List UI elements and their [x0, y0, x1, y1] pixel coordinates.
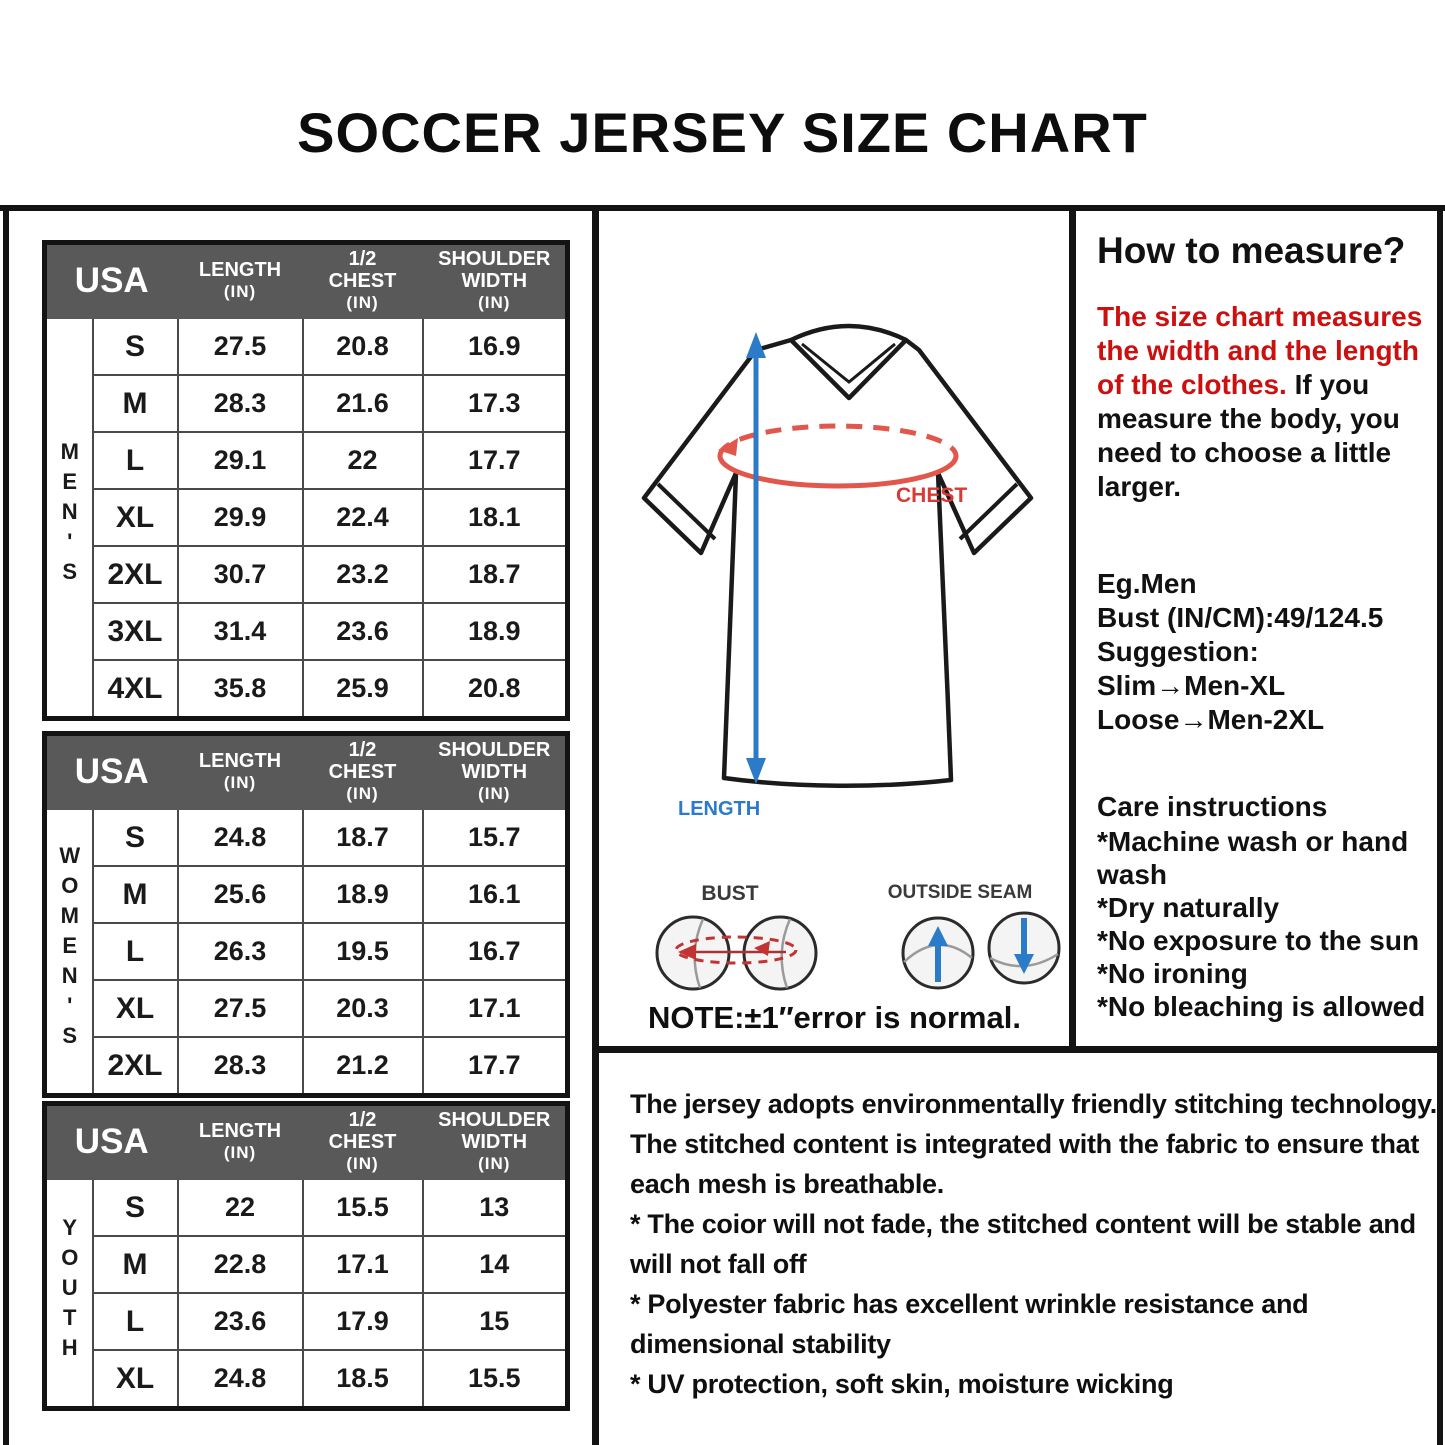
table-row: [45, 980, 568, 1037]
value-cell: 25.9: [303, 660, 423, 719]
table-row: [45, 603, 568, 660]
vertical-divider-left: [592, 205, 599, 1445]
size-cell: 4XL: [93, 660, 178, 719]
value-cell: 15.5: [303, 1179, 423, 1236]
header-shoulder-width: SHOULDER WIDTH (IN): [423, 243, 568, 319]
table-row: [45, 866, 568, 923]
jersey-measure-diagram: [606, 288, 1066, 848]
header-length: LENGTH (IN): [178, 243, 303, 319]
value-cell: 35.8: [178, 660, 303, 719]
value-cell: 19.5: [303, 923, 423, 980]
description-paragraph: The jersey adopts environmentally friendly stitching technology. The stitched content is integrated with the fabric to ensure that each mesh is breathable.: [630, 1089, 1437, 1199]
header-usa: USA: [45, 734, 178, 810]
group-label-youth: YOUTH: [45, 1179, 93, 1409]
table-row: [45, 489, 568, 546]
value-cell: 31.4: [178, 603, 303, 660]
value-cell: 22.4: [303, 489, 423, 546]
value-cell: 17.1: [303, 1236, 423, 1293]
value-cell: 28.3: [178, 375, 303, 432]
header-length: LENGTH (IN): [178, 734, 303, 810]
table-row: [45, 1236, 568, 1293]
table-row: [45, 923, 568, 980]
value-cell: 28.3: [178, 1037, 303, 1096]
value-cell: 25.6: [178, 866, 303, 923]
value-cell: 16.9: [423, 318, 568, 375]
care-item: *No ironing: [1097, 958, 1248, 989]
example-line: Suggestion:: [1097, 636, 1259, 667]
table-row: [45, 660, 568, 719]
size-cell: L: [93, 923, 178, 980]
description-paragraph: * Polyester fabric has excellent wrinkle resistance and dimensional stability: [630, 1289, 1309, 1359]
value-cell: 24.8: [178, 809, 303, 866]
value-cell: 22: [178, 1179, 303, 1236]
value-cell: 16.7: [423, 923, 568, 980]
size-cell: S: [93, 1179, 178, 1236]
value-cell: 18.9: [423, 603, 568, 660]
value-cell: 17.9: [303, 1293, 423, 1350]
size-cell: XL: [93, 489, 178, 546]
how-to-measure-heading: How to measure?: [1097, 230, 1406, 271]
value-cell: 22: [303, 432, 423, 489]
group-label-womens: WOMEN'S: [45, 809, 93, 1096]
care-item: *No exposure to the sun: [1097, 925, 1420, 956]
value-cell: 20.3: [303, 980, 423, 1037]
description-paragraph: * UV protection, soft skin, moisture wicking: [630, 1369, 1174, 1399]
size-cell: 2XL: [93, 1037, 178, 1096]
size-cell: S: [93, 318, 178, 375]
size-cell: XL: [93, 1350, 178, 1409]
header-length: LENGTH (IN): [178, 1104, 303, 1180]
care-item: *No bleaching is allowed: [1097, 991, 1426, 1022]
header-half-chest: 1/2 CHEST (IN): [303, 243, 423, 319]
table-row: [45, 318, 568, 375]
care-instructions: [1097, 790, 1442, 1023]
value-cell: 15: [423, 1293, 568, 1350]
header-usa: USA: [45, 1104, 178, 1180]
table-header: [45, 1104, 568, 1180]
how-to-measure-intro: [1097, 300, 1435, 504]
care-heading: Care instructions: [1097, 791, 1328, 822]
note-text: NOTE:±1″error is normal.: [648, 1000, 1021, 1035]
value-cell: 21.6: [303, 375, 423, 432]
jersey-outline: [644, 340, 1031, 786]
table-row: [45, 1037, 568, 1096]
header-shoulder-width: SHOULDER WIDTH (IN): [423, 1104, 568, 1180]
value-cell: 13: [423, 1179, 568, 1236]
table-header: [45, 734, 568, 810]
value-cell: 27.5: [178, 980, 303, 1037]
value-cell: 22.8: [178, 1236, 303, 1293]
care-item: *Machine wash or hand wash: [1097, 826, 1409, 890]
value-cell: 16.1: [423, 866, 568, 923]
value-cell: 18.5: [303, 1350, 423, 1409]
value-cell: 23.6: [178, 1293, 303, 1350]
size-cell: 3XL: [93, 603, 178, 660]
table-row: [45, 809, 568, 866]
header-half-chest: 1/2 CHEST (IN): [303, 734, 423, 810]
sizing-example: [1097, 567, 1383, 737]
measure-icons: [608, 878, 1068, 996]
size-cell: L: [93, 432, 178, 489]
example-line: Loose→Men-2XL: [1097, 704, 1325, 735]
table-row: [45, 1179, 568, 1236]
size-cell: XL: [93, 980, 178, 1037]
womens-size-table: [42, 731, 570, 1098]
youth-size-table: [42, 1101, 570, 1411]
header-shoulder-width: SHOULDER WIDTH (IN): [423, 734, 568, 810]
value-cell: 21.2: [303, 1037, 423, 1096]
mens-size-table: [42, 240, 570, 721]
group-label-mens: MEN'S: [45, 318, 93, 719]
example-line: Slim→Men-XL: [1097, 670, 1286, 701]
value-cell: 29.1: [178, 432, 303, 489]
table-header: [45, 243, 568, 319]
value-cell: 14: [423, 1236, 568, 1293]
frame-top-line: [0, 205, 1445, 211]
header-half-chest: 1/2 CHEST (IN): [303, 1104, 423, 1180]
horizontal-divider: [592, 1046, 1443, 1053]
fabric-description: [630, 1084, 1438, 1404]
value-cell: 17.3: [423, 375, 568, 432]
value-cell: 17.7: [423, 1037, 568, 1096]
value-cell: 27.5: [178, 318, 303, 375]
value-cell: 18.7: [303, 809, 423, 866]
size-cell: M: [93, 375, 178, 432]
frame-left-line: [3, 205, 9, 1445]
intro-black-text: If you measure the body, you need to choose a little larger.: [1097, 369, 1400, 502]
value-cell: 29.9: [178, 489, 303, 546]
intro-red-text: The size chart measures the width and the length of the clothes.: [1097, 301, 1423, 400]
value-cell: 15.7: [423, 809, 568, 866]
value-cell: 18.9: [303, 866, 423, 923]
value-cell: 23.2: [303, 546, 423, 603]
size-cell: M: [93, 1236, 178, 1293]
outside-seam-label: OUTSIDE SEAM: [887, 882, 1033, 903]
page-title: SOCCER JERSEY SIZE CHART: [297, 101, 1148, 164]
table-row: [45, 1293, 568, 1350]
size-cell: L: [93, 1293, 178, 1350]
jersey-collar: [791, 326, 906, 340]
size-cell: 2XL: [93, 546, 178, 603]
value-cell: 18.1: [423, 489, 568, 546]
size-cell: M: [93, 866, 178, 923]
care-item: *Dry naturally: [1097, 892, 1280, 923]
value-cell: 15.5: [423, 1350, 568, 1409]
table-row: [45, 432, 568, 489]
value-cell: 20.8: [423, 660, 568, 719]
example-line: Eg.Men: [1097, 568, 1197, 599]
table-row: [45, 546, 568, 603]
size-cell: S: [93, 809, 178, 866]
bust-label: BUST: [701, 882, 759, 905]
header-usa: USA: [45, 243, 178, 319]
vertical-divider-right: [1069, 205, 1076, 1053]
table-row: [45, 375, 568, 432]
chest-label: CHEST: [896, 484, 968, 507]
value-cell: 17.7: [423, 432, 568, 489]
value-cell: 23.6: [303, 603, 423, 660]
length-label: LENGTH: [678, 798, 761, 820]
length-arrowhead-top: [746, 332, 766, 358]
value-cell: 26.3: [178, 923, 303, 980]
description-paragraph: * The coior will not fade, the stitched content will be stable and will not fall off: [630, 1209, 1416, 1279]
example-line: Bust (IN/CM):49/124.5: [1097, 602, 1384, 633]
value-cell: 30.7: [178, 546, 303, 603]
value-cell: 18.7: [423, 546, 568, 603]
value-cell: 20.8: [303, 318, 423, 375]
table-row: [45, 1350, 568, 1409]
value-cell: 24.8: [178, 1350, 303, 1409]
value-cell: 17.1: [423, 980, 568, 1037]
